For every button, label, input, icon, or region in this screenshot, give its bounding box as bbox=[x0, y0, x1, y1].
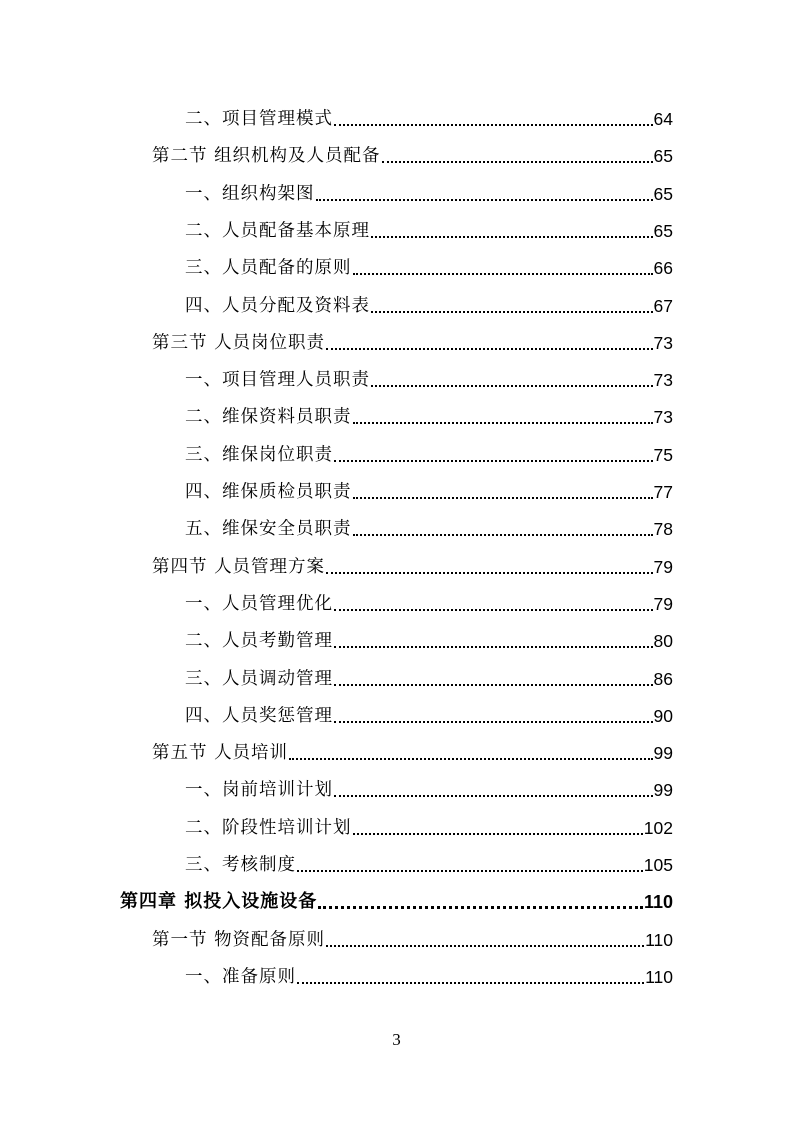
toc-entry-title: 第四节 人员管理方案 bbox=[152, 556, 326, 577]
toc-dot-leader bbox=[371, 385, 653, 387]
toc-dot-leader bbox=[326, 572, 652, 574]
toc-entry-page: 65 bbox=[653, 146, 673, 167]
toc-entry[interactable] bbox=[185, 181, 673, 207]
toc-entry[interactable] bbox=[185, 666, 673, 692]
toc-entry[interactable] bbox=[185, 516, 673, 542]
toc-entry-title: 第一节 物资配备原则 bbox=[152, 929, 326, 950]
toc-entry-title: 二、人员配备基本原理 bbox=[185, 220, 370, 241]
toc-entry-title: 三、人员调动管理 bbox=[185, 668, 333, 689]
page-number: 3 bbox=[392, 1030, 401, 1049]
toc-entry-page: 110 bbox=[645, 966, 673, 987]
toc-entry-title: 四、人员分配及资料表 bbox=[185, 295, 370, 316]
toc-entry-page: 102 bbox=[643, 817, 673, 838]
toc-dot-leader bbox=[353, 497, 653, 499]
toc-dot-leader bbox=[334, 609, 653, 611]
toc-entry-page: 79 bbox=[653, 556, 673, 577]
toc-dot-leader bbox=[334, 124, 653, 126]
toc-entry-page: 110 bbox=[645, 929, 673, 950]
toc-entry-page: 80 bbox=[653, 631, 673, 652]
toc-dot-leader bbox=[334, 460, 653, 462]
toc-dot-leader bbox=[371, 236, 653, 238]
toc-entry-title: 一、准备原则 bbox=[185, 966, 296, 987]
toc-dot-leader bbox=[353, 534, 653, 536]
toc-entry-page: 77 bbox=[653, 482, 673, 502]
toc-entry[interactable] bbox=[185, 404, 673, 430]
toc-entry-page: 86 bbox=[653, 668, 673, 689]
toc-entry-page: 105 bbox=[643, 855, 673, 875]
toc-entry[interactable] bbox=[152, 330, 673, 356]
toc-entry-page: 99 bbox=[653, 780, 673, 801]
toc-entry-page: 79 bbox=[653, 593, 673, 614]
toc-entry-title: 三、人员配备的原则 bbox=[185, 258, 352, 279]
toc-entry-page: 67 bbox=[653, 295, 673, 316]
toc-dot-leader bbox=[289, 758, 652, 760]
toc-entry[interactable] bbox=[185, 293, 673, 319]
toc-entry[interactable] bbox=[152, 740, 673, 766]
toc-entry-title: 二、阶段性培训计划 bbox=[185, 817, 352, 838]
toc-entry[interactable] bbox=[185, 777, 673, 803]
toc-dot-leader bbox=[326, 348, 652, 350]
toc-dot-leader bbox=[326, 945, 644, 947]
toc-entry[interactable] bbox=[185, 218, 673, 244]
toc-dot-leader bbox=[297, 982, 644, 984]
toc-entry-page: 64 bbox=[653, 109, 673, 129]
toc-entry[interactable] bbox=[185, 964, 673, 990]
toc-entry[interactable] bbox=[185, 255, 673, 281]
toc-entry[interactable] bbox=[185, 852, 673, 878]
toc-entry-title: 一、项目管理人员职责 bbox=[185, 370, 370, 391]
toc-entry[interactable] bbox=[185, 106, 673, 132]
toc-entry-title: 第四章 拟投入设施设备 bbox=[120, 891, 318, 913]
toc-dot-leader bbox=[353, 422, 653, 424]
toc-entry-page: 90 bbox=[653, 705, 673, 726]
toc-entry[interactable] bbox=[185, 479, 673, 505]
toc-entry-page: 73 bbox=[653, 332, 673, 353]
toc-entry-title: 二、维保资料员职责 bbox=[185, 407, 352, 428]
toc-dot-leader bbox=[334, 721, 653, 723]
toc-entry-page: 75 bbox=[653, 444, 673, 465]
toc-dot-leader bbox=[318, 906, 643, 909]
toc-entry-title: 四、人员奖惩管理 bbox=[185, 705, 333, 726]
toc-entry-page: 73 bbox=[653, 407, 673, 428]
toc-entry-title: 第五节 人员培训 bbox=[152, 743, 289, 764]
toc-entry-title: 第三节 人员岗位职责 bbox=[152, 332, 326, 353]
toc-entry-page: 66 bbox=[653, 258, 673, 279]
toc-entry[interactable] bbox=[185, 628, 673, 654]
toc-dot-leader bbox=[297, 870, 643, 872]
toc-entry[interactable] bbox=[185, 442, 673, 468]
toc-entry[interactable] bbox=[185, 367, 673, 393]
toc-dot-leader bbox=[334, 646, 653, 648]
toc-entry[interactable] bbox=[152, 554, 673, 580]
toc-entry-page: 73 bbox=[653, 370, 673, 391]
toc-entry-title: 二、项目管理模式 bbox=[185, 109, 333, 129]
toc-entry-title: 一、岗前培训计划 bbox=[185, 780, 333, 801]
toc-entry-title: 一、组织构架图 bbox=[185, 183, 315, 204]
toc-dot-leader bbox=[334, 795, 653, 797]
toc-entry-page: 110 bbox=[643, 892, 673, 913]
toc-entry-title: 五、维保安全员职责 bbox=[185, 519, 352, 540]
toc-entry[interactable] bbox=[152, 927, 673, 953]
toc-dot-leader bbox=[371, 311, 653, 313]
toc-entry-title: 二、人员考勤管理 bbox=[185, 631, 333, 652]
toc-dot-leader bbox=[334, 684, 653, 686]
toc-entry-title: 四、维保质检员职责 bbox=[185, 482, 352, 502]
toc-dot-leader bbox=[353, 833, 643, 835]
toc-entry-title: 一、人员管理优化 bbox=[185, 593, 333, 614]
toc-entry-title: 第二节 组织机构及人员配备 bbox=[152, 146, 381, 167]
toc-entry-page: 65 bbox=[653, 183, 673, 204]
toc-entry[interactable] bbox=[185, 815, 673, 841]
toc-entry[interactable] bbox=[185, 703, 673, 729]
toc-entry-title: 三、维保岗位职责 bbox=[185, 444, 333, 465]
toc-dot-leader bbox=[382, 161, 653, 163]
toc-dot-leader bbox=[353, 273, 653, 275]
toc-dot-leader bbox=[316, 199, 653, 201]
toc-entry[interactable] bbox=[152, 143, 673, 169]
toc-entry-page: 99 bbox=[653, 743, 673, 764]
toc-entry[interactable] bbox=[120, 889, 673, 915]
toc-entry-page: 78 bbox=[653, 519, 673, 540]
toc-entry-page: 65 bbox=[653, 220, 673, 241]
toc-entry-title: 三、考核制度 bbox=[185, 855, 296, 875]
toc-entry[interactable] bbox=[185, 591, 673, 617]
